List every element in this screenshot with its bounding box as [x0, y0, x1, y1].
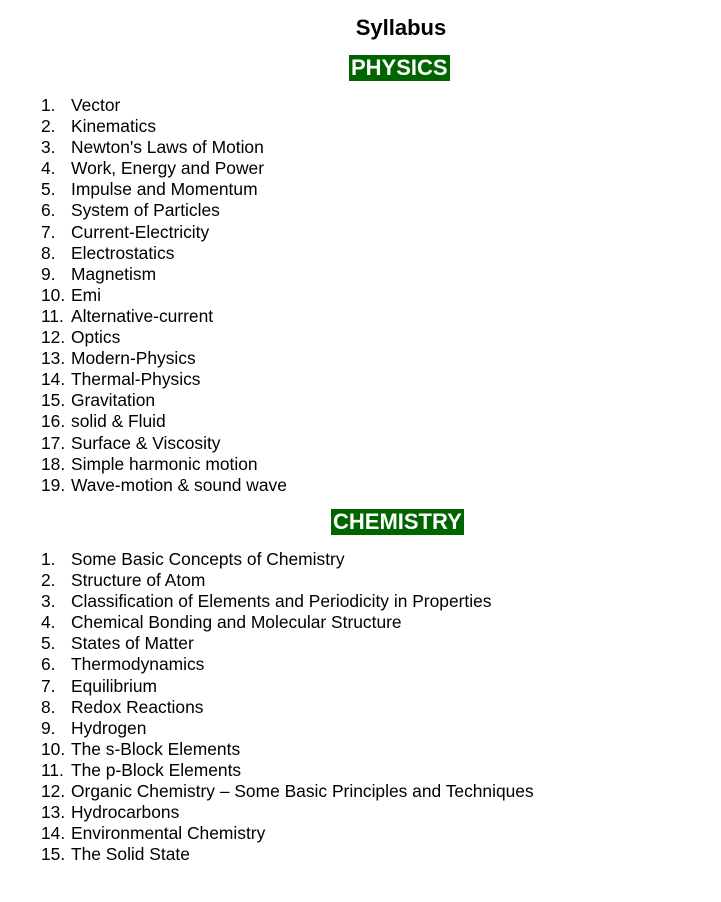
topic-number: 14. [41, 369, 66, 390]
topic-text: Chemical Bonding and Molecular Structure [71, 612, 402, 633]
topic-number: 1. [41, 95, 56, 115]
physics-topic-item [41, 433, 287, 454]
topic-text: Thermodynamics [71, 654, 205, 675]
chemistry-heading: CHEMISTRY [333, 509, 462, 534]
chemistry-topic-item [41, 760, 534, 781]
topic-text: Emi [71, 284, 101, 305]
topic-text: The s-Block Elements [71, 738, 241, 759]
topic-number: 15. [41, 390, 66, 411]
physics-topic-item [41, 348, 287, 369]
topic-number: 8. [41, 696, 56, 717]
physics-topic-item [41, 200, 287, 221]
physics-topic-item [41, 390, 287, 411]
topic-text: Gravitation [71, 390, 156, 411]
topic-text: Some Basic Concepts of Chemistry [71, 549, 345, 569]
chemistry-topic-item [41, 739, 534, 760]
topic-number: 4. [41, 612, 56, 633]
topic-text: Environmental Chemistry [71, 823, 266, 844]
chemistry-topic-item [41, 697, 534, 718]
chemistry-topic-item [41, 802, 534, 823]
topic-text: Optics [71, 327, 121, 348]
topic-text: Thermal-Physics [71, 369, 201, 390]
topic-text: Structure of Atom [71, 570, 206, 591]
topic-text: Redox Reactions [71, 696, 204, 717]
topic-text: Vector [71, 95, 121, 115]
topic-number: 17. [41, 432, 66, 453]
topic-text: Modern-Physics [71, 348, 196, 369]
chemistry-topic-item [41, 781, 534, 802]
topic-text: Hydrocarbons [71, 802, 180, 823]
topic-number: 1. [41, 549, 56, 569]
physics-topic-item [41, 411, 287, 432]
topic-number: 4. [41, 158, 56, 179]
physics-topic-item [41, 179, 287, 200]
topic-number: 9. [41, 717, 56, 738]
physics-topic-item [41, 369, 287, 390]
physics-topic-item [41, 327, 287, 348]
topic-text: The Solid State [71, 844, 190, 865]
physics-topic-item [41, 222, 287, 243]
topic-number: 16. [41, 411, 66, 432]
topic-number: 2. [41, 570, 56, 591]
topic-text: Magnetism [71, 263, 157, 284]
topic-text: Surface & Viscosity [71, 432, 221, 453]
chemistry-topic-item [41, 612, 534, 633]
topic-number: 13. [41, 348, 66, 369]
topic-text: Equilibrium [71, 675, 158, 696]
physics-topic-item [41, 285, 287, 306]
topic-text: Hydrogen [71, 717, 147, 738]
topic-text: Impulse and Momentum [71, 179, 258, 200]
topic-text: solid & Fluid [71, 411, 166, 432]
topic-text: The p-Block Elements [71, 759, 242, 780]
physics-heading: PHYSICS [351, 55, 448, 80]
topic-number: 5. [41, 633, 56, 654]
physics-topic-list [41, 95, 287, 496]
topic-text: System of Particles [71, 200, 220, 221]
physics-topic-item [41, 454, 287, 475]
physics-topic-item [41, 264, 287, 285]
topic-text: Classification of Elements and Periodicity in Properties [71, 591, 492, 612]
topic-text: Electrostatics [71, 242, 175, 263]
physics-topic-item [41, 306, 287, 327]
topic-number: 11. [41, 759, 64, 780]
topic-number: 3. [41, 137, 56, 158]
chemistry-topic-item [41, 844, 534, 865]
topic-text: Organic Chemistry – Some Basic Principles and Techniques [71, 781, 534, 802]
topic-text: Work, Energy and Power [71, 158, 264, 179]
chemistry-topic-item [41, 591, 534, 612]
chemistry-topic-item [41, 676, 534, 697]
topic-text: Current-Electricity [71, 221, 210, 242]
page-title: Syllabus [355, 15, 447, 40]
topic-number: 10. [41, 284, 66, 305]
topic-text: States of Matter [71, 633, 194, 654]
topic-number: 13. [41, 802, 66, 823]
physics-topic-item [41, 95, 287, 116]
topic-number: 15. [41, 844, 66, 865]
topic-number: 12. [41, 327, 66, 348]
topic-number: 10. [41, 738, 66, 759]
topic-number: 12. [41, 781, 66, 802]
topic-number: 6. [41, 654, 56, 675]
topic-number: 2. [41, 116, 56, 137]
chemistry-topic-item [41, 633, 534, 654]
topic-number: 7. [41, 221, 56, 242]
topic-number: 9. [41, 263, 56, 284]
chemistry-topic-item [41, 570, 534, 591]
topic-number: 14. [41, 823, 66, 844]
chemistry-topic-item [41, 654, 534, 675]
topic-text: Kinematics [71, 116, 157, 137]
topic-number: 19. [41, 474, 66, 495]
physics-topic-item [41, 137, 287, 158]
topic-number: 8. [41, 242, 56, 263]
physics-topic-item [41, 158, 287, 179]
physics-topic-item [41, 243, 287, 264]
topic-text: Alternative-current [71, 305, 214, 326]
topic-text: Newton's Laws of Motion [71, 137, 264, 158]
chemistry-topic-list [41, 549, 534, 865]
physics-topic-item [41, 116, 287, 137]
topic-number: 6. [41, 200, 56, 221]
chemistry-topic-item [41, 549, 534, 570]
topic-number: 18. [41, 453, 66, 474]
chemistry-topic-item [41, 823, 534, 844]
topic-number: 11. [41, 305, 64, 326]
topic-text: Simple harmonic motion [71, 453, 258, 474]
topic-text: Wave-motion & sound wave [71, 474, 287, 495]
topic-number: 3. [41, 591, 56, 612]
chemistry-topic-item [41, 718, 534, 739]
topic-number: 5. [41, 179, 56, 200]
topic-number: 7. [41, 675, 56, 696]
physics-topic-item [41, 475, 287, 496]
